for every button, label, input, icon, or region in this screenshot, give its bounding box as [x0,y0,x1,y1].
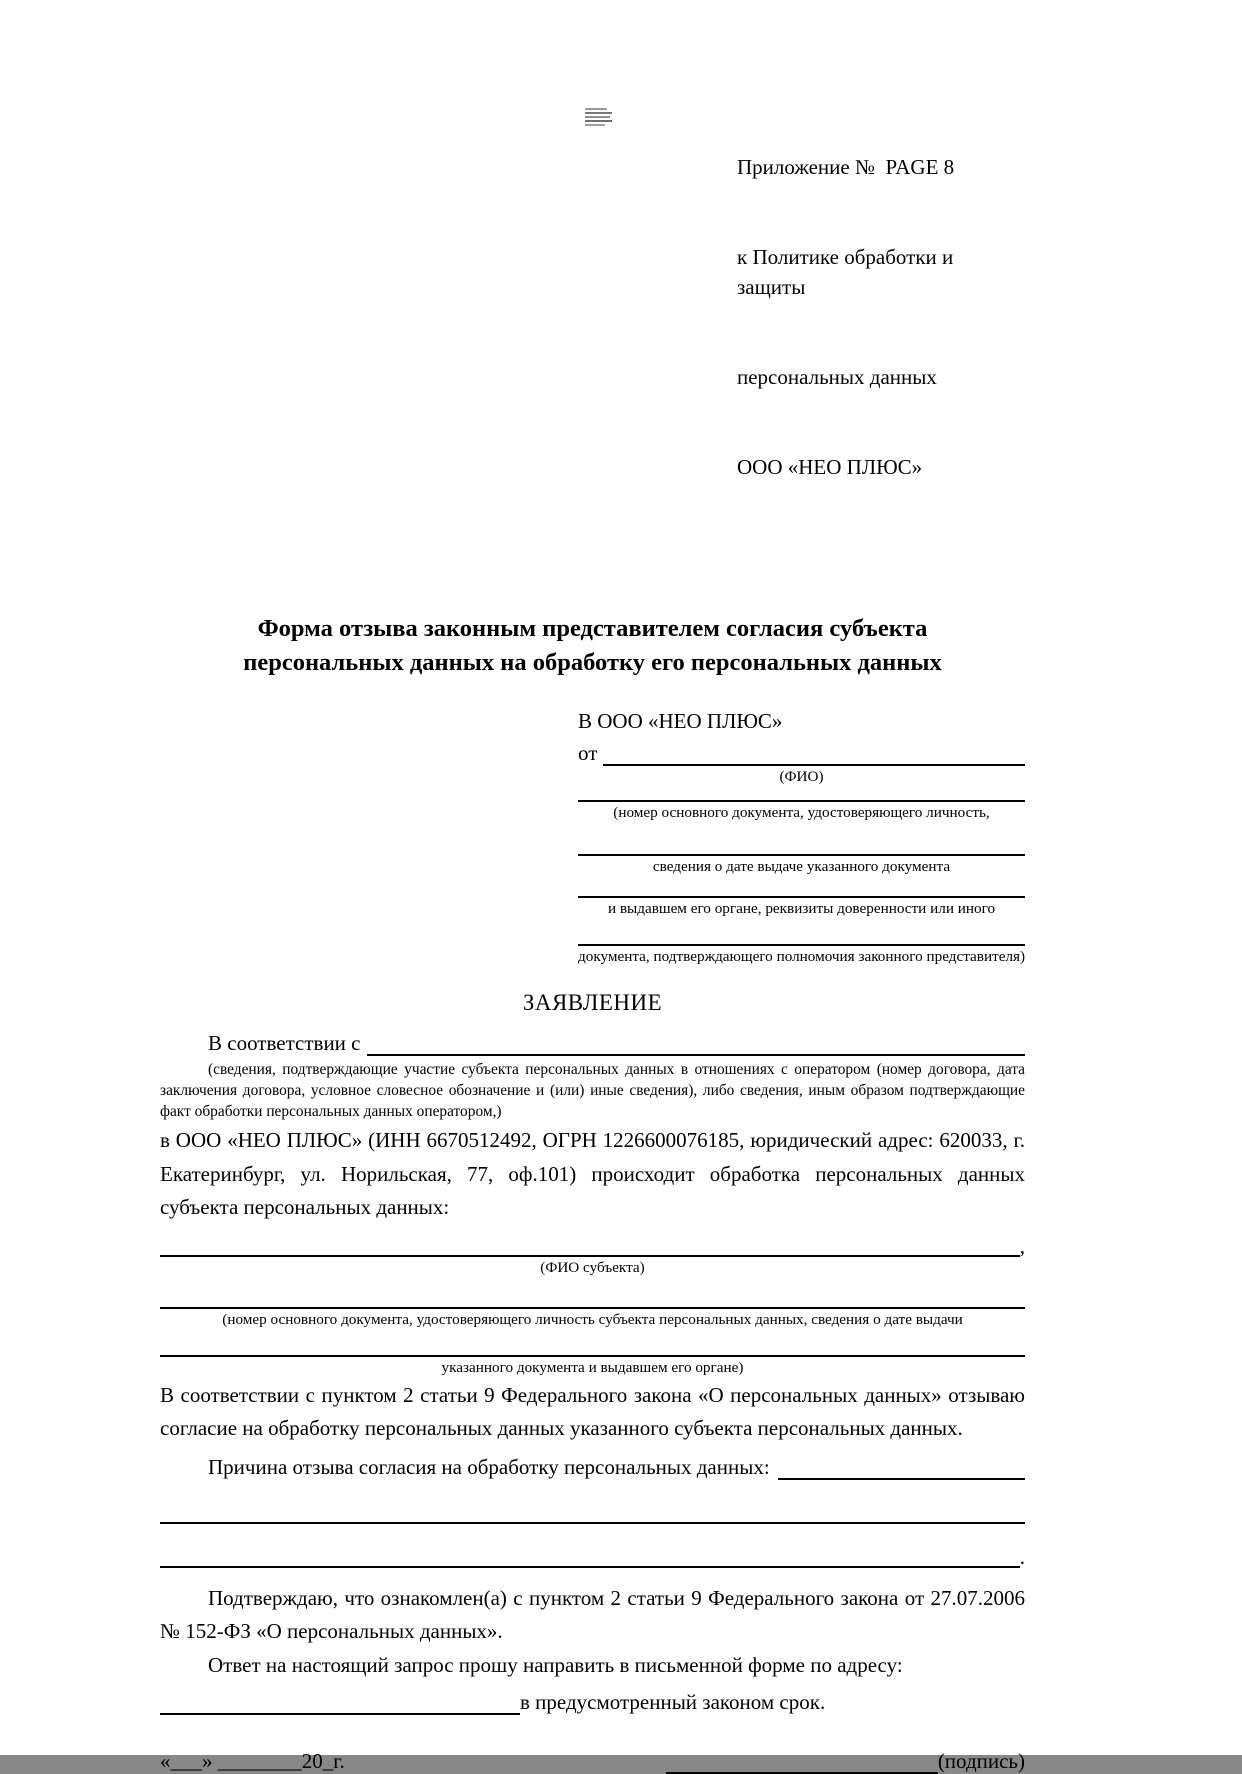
reason-label: Причина отзыва согласия на обработку персональных данных: [208,1454,770,1479]
withdraw-paragraph: В соответствии с пунктом 2 статьи 9 Федерального закона «О персональных данных» отзываю согласие на обработку персональных данных указанного субъекта персональных данных. [160,1382,1025,1440]
intro-label: В соответствии с [208,1031,361,1055]
relationship-evidence-note: (сведения, подтверждающие участие субъекта персональных данных в отношениях с оператором (номер договора, дата заключения договора, условное словесное обозначение и (или) иные сведения), либо сведения, иным образом подтверждающие факт обработки персональных данных оператором,) [160,1061,1025,1120]
document-header [160,92,1025,542]
representative-authority-blank-line [578,920,1025,946]
reply-address-blank-line [160,1689,520,1715]
subject-fio-caption: (ФИО субъекта) [540,1258,645,1276]
from-field-row [578,736,1025,766]
reason-blank-line [778,1452,1025,1480]
appendix-line: к Политике обработки и защиты [737,245,959,299]
operator-paragraph: в ООО «НЕО ПЛЮС» (ИНН 6670512492, ОГРН 1226600076185, юридический адрес: 620033, г. Екатеринбург, ул. Норильская, 77, оф.101) происходит обработка персональных данных субъекта персональных данных: [160,1128,1025,1219]
from-blank-line [603,740,1025,766]
appendix-line: персональных данных [737,365,937,389]
date-blank: «___» ________20_г. [160,1749,345,1773]
subject-fio-blank-row [160,1235,1025,1257]
title-line-1: Форма отзыва законным представителем согласия субъекта [257,615,928,642]
subject-document-caption-2: указанного документа и выдавшем его органе) [441,1358,744,1376]
signature-blank-line [666,1750,938,1774]
fio-caption: (ФИО) [779,768,824,785]
signature-caption: (подпись) [937,1749,1025,1773]
document-number-caption: (номер основного документа, удостоверяющего личность, [613,804,990,821]
line-suffix-comma: , [1019,1233,1025,1258]
signature-group [666,1749,1025,1774]
representative-authority-caption: документа, подтверждающего полномочия законного представителя) [578,948,1026,965]
reply-tail-text: в предусмотренный законом срок. [520,1690,826,1714]
subject-fio-blank-line [160,1243,1020,1257]
text-lines-icon [585,106,613,128]
signature-footer [160,1749,1025,1774]
statement-heading: ЗАЯВЛЕНИЕ [522,990,663,1015]
reason-extra-blank-line [160,1522,1025,1524]
intro-blank-line [367,1030,1026,1056]
intro-field-row [160,1026,1025,1056]
from-label: от [578,741,598,765]
reply-paragraph: Ответ на настоящий запрос прошу направить в письменной форме по адресу: [208,1652,903,1677]
issue-date-blank-line [578,824,1025,856]
addressee-to: В ООО «НЕО ПЛЮС» [578,709,783,733]
title-line-2: персональных данных на обработку его персональных данных [243,649,942,676]
subject-document-caption: (номер основного документа, удостоверяющего личность субъекта персональных данных, сведения о дате выдачи [222,1310,963,1328]
appendix-block [737,92,1025,542]
reply-address-row [160,1682,1025,1715]
issuing-authority-blank-line [578,878,1025,898]
appendix-line: ООО «НЕО ПЛЮС» [737,455,923,479]
issue-date-caption: сведения о дате выдаче указанного документа [652,858,951,875]
reason-field-row [160,1446,1025,1480]
line-suffix-period: . [1019,1544,1025,1569]
issuing-authority-caption: и выдавшем его органе, реквизиты доверенности или иного [607,900,996,917]
addressee-block [578,706,1025,968]
reason-extra-blank-row-2 [160,1546,1025,1568]
document-title [160,612,1025,680]
reason-extra-blank-line-2 [160,1554,1020,1568]
document-number-blank-line [578,788,1025,802]
appendix-line: Приложение № PAGE 8 [737,155,955,179]
confirmation-paragraph: Подтверждаю, что ознакомлен(а) с пунктом 2 статьи 9 Федерального закона от 27.07.2006 № 152-ФЗ «О персональных данных». [160,1585,1025,1643]
